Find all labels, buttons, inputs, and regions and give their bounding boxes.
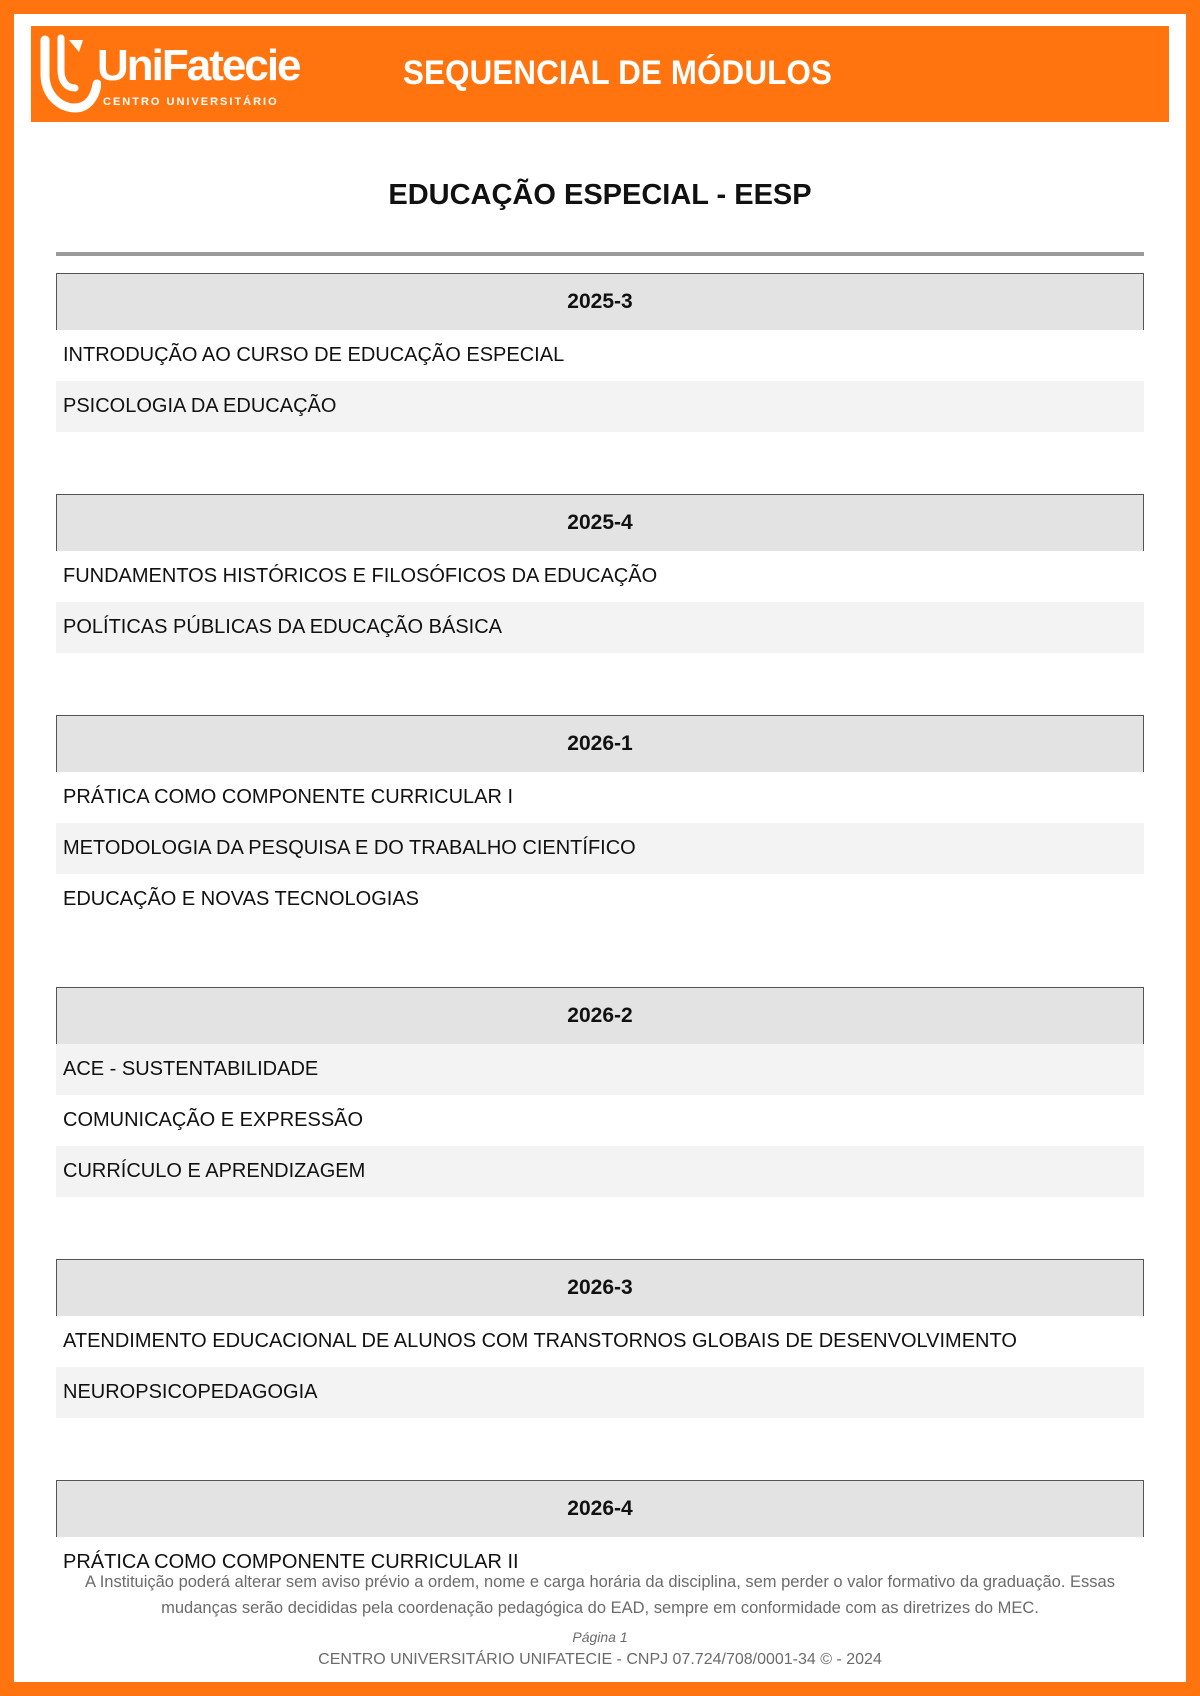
module-item: INTRODUÇÃO AO CURSO DE EDUCAÇÃO ESPECIAL bbox=[63, 344, 565, 366]
period-section bbox=[56, 715, 1144, 925]
module-item: PSICOLOGIA DA EDUCAÇÃO bbox=[56, 381, 1144, 432]
module-item: CURRÍCULO E APRENDIZAGEM bbox=[56, 1146, 1144, 1197]
document-page bbox=[14, 14, 1186, 1682]
period-section bbox=[56, 987, 1144, 1197]
period-section bbox=[56, 494, 1144, 653]
period-header: 2025-4 bbox=[56, 494, 1144, 551]
module-item: ATENDIMENTO EDUCACIONAL DE ALUNOS COM TRANSTORNOS GLOBAIS DE DESENVOLVIMENTO bbox=[63, 1330, 1017, 1352]
header-banner bbox=[31, 26, 1169, 122]
footer-disclaimer: A Instituição poderá alterar sem aviso prévio a ordem, nome e carga horária da disciplina, sem perder o valor formativo da graduação. Essas mudanças serão decididas pela coordenação pedagógica do EAD, sempre em conformidade com as diretrizes do MEC. bbox=[85, 1573, 1115, 1617]
module-item: COMUNICAÇÃO E EXPRESSÃO bbox=[63, 1109, 364, 1131]
module-item: ACE - SUSTENTABILIDADE bbox=[56, 1044, 1144, 1095]
title-divider bbox=[56, 252, 1144, 256]
unifatecie-logo bbox=[39, 32, 299, 116]
module-item: NEUROPSICOPEDAGOGIA bbox=[56, 1367, 1144, 1418]
module-item: METODOLOGIA DA PESQUISA E DO TRABALHO CIENTÍFICO bbox=[56, 823, 1144, 874]
banner-title: SEQUENCIAL DE MÓDULOS bbox=[403, 54, 833, 92]
module-item: EDUCAÇÃO E NOVAS TECNOLOGIAS bbox=[63, 888, 420, 910]
period-section bbox=[56, 1259, 1144, 1418]
logo-subtitle: CENTRO UNIVERSITÁRIO bbox=[103, 96, 279, 108]
period-header: 2026-4 bbox=[56, 1480, 1144, 1537]
module-item: POLÍTICAS PÚBLICAS DA EDUCAÇÃO BÁSICA bbox=[56, 602, 1144, 653]
module-item: PRÁTICA COMO COMPONENTE CURRICULAR I bbox=[63, 786, 514, 808]
module-item: FUNDAMENTOS HISTÓRICOS E FILOSÓFICOS DA EDUCAÇÃO bbox=[63, 565, 658, 587]
period-header: 2026-2 bbox=[56, 987, 1144, 1044]
logo-mark-icon bbox=[39, 34, 101, 114]
page-number: Página 1 bbox=[572, 1629, 628, 1645]
module-sections bbox=[56, 273, 1144, 1650]
period-header: 2025-3 bbox=[56, 273, 1144, 330]
document-title: EDUCAÇÃO ESPECIAL - EESP bbox=[388, 179, 812, 211]
period-header: 2026-1 bbox=[56, 715, 1144, 772]
period-section bbox=[56, 273, 1144, 432]
footer-copyright: CENTRO UNIVERSITÁRIO UNIFATECIE - CNPJ 07.724/708/0001-34 © - 2024 bbox=[318, 1651, 882, 1668]
logo-wordmark: UniFatecie bbox=[97, 41, 300, 90]
module-item: PRÁTICA COMO COMPONENTE CURRICULAR II bbox=[63, 1551, 519, 1573]
period-header: 2026-3 bbox=[56, 1259, 1144, 1316]
